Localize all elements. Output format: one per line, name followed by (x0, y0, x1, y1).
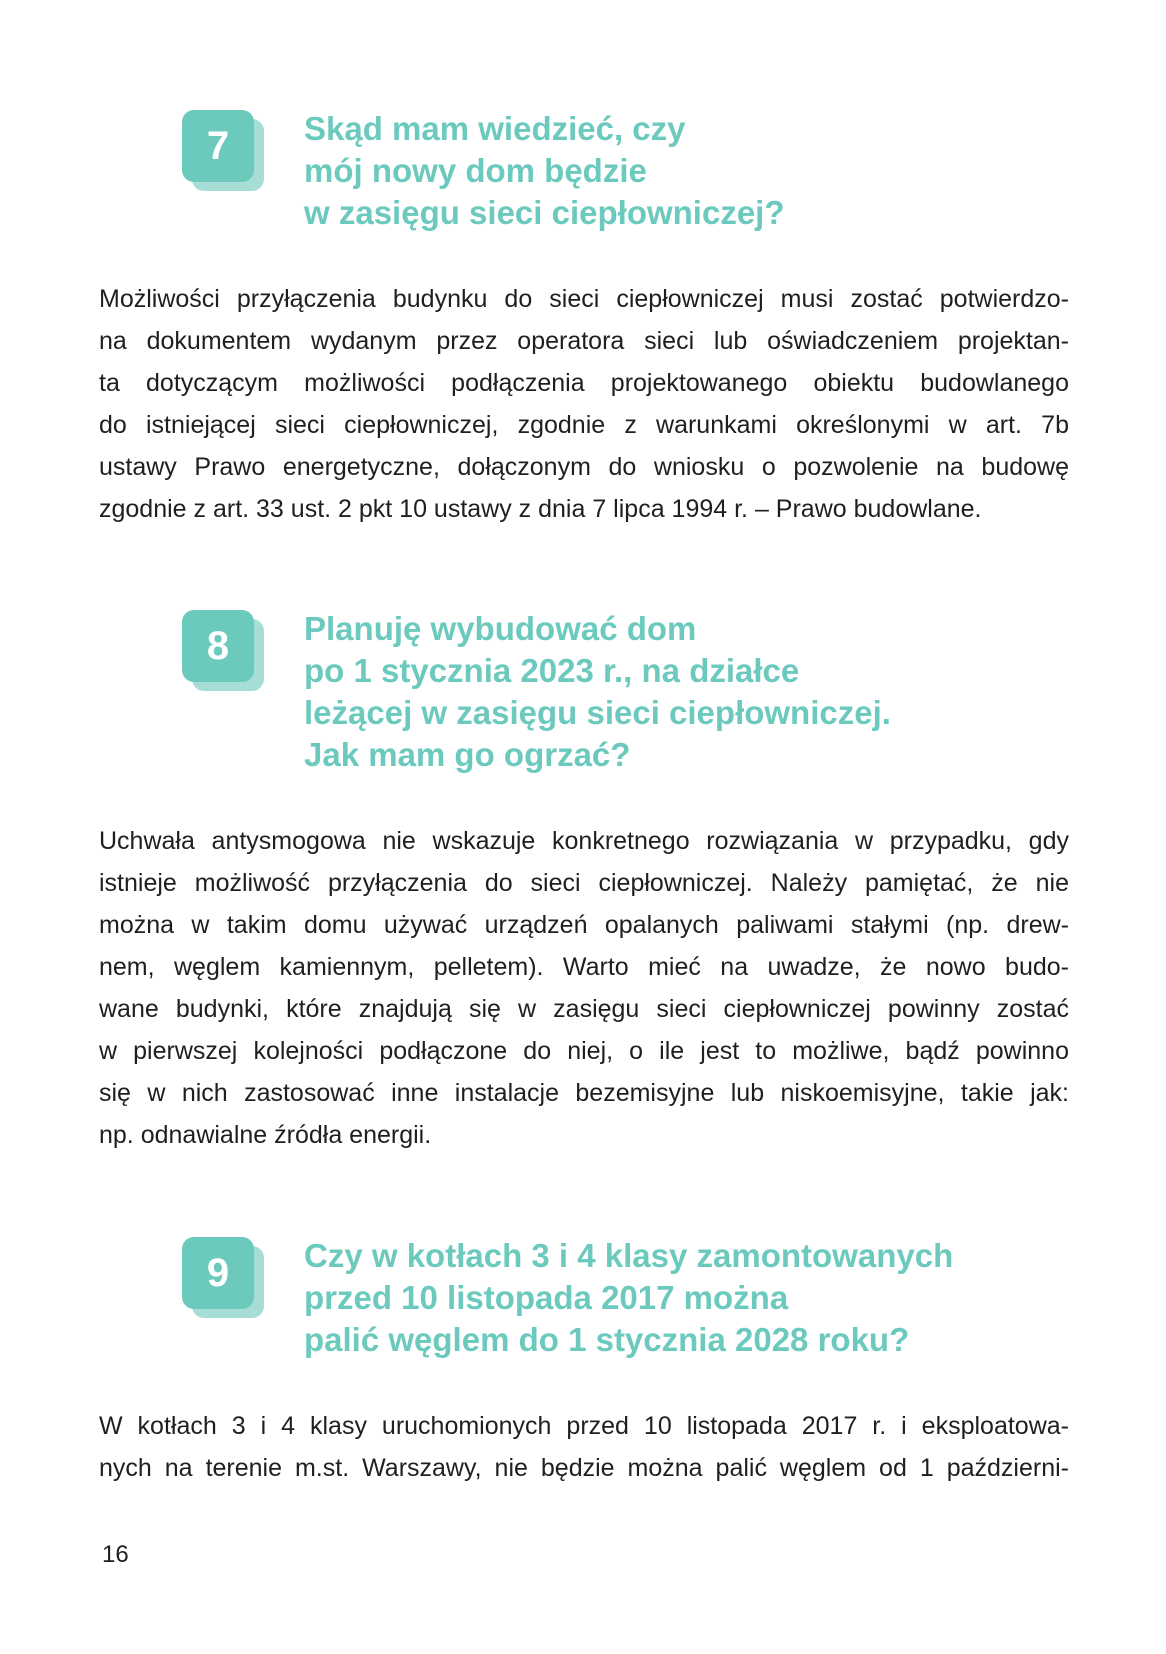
answer-line: nem, węglem kamiennym, pelletem). Warto mieć na uwadze, że nowo budo- (99, 953, 1069, 981)
answer-line: ustawy Prawo energetyczne, dołączonym do wniosku o pozwolenie na budowę (99, 453, 1069, 481)
answer-line: zgodnie z art. 33 ust. 2 pkt 10 ustawy z dnia 7 lipca 1994 r. – Prawo budowlane. (99, 495, 982, 523)
question-number: 7 (182, 110, 254, 182)
question-line: w zasięgu sieci ciepłowniczej? (304, 194, 785, 231)
answer-line: ta dotyczącym możliwości podłączenia projektowanego obiektu budowlanego (99, 369, 1069, 397)
question-number-badge (182, 610, 266, 694)
question-number-badge (182, 110, 266, 194)
answer-line: Uchwała antysmogowa nie wskazuje konkretnego rozwiązania w przypadku, gdy (99, 827, 1069, 855)
answer-line: istnieje możliwość przyłączenia do sieci ciepłowniczej. Należy pamiętać, że nie (99, 869, 1069, 897)
question-number-badge (182, 1237, 266, 1321)
question-line: po 1 stycznia 2023 r., na działce (304, 652, 800, 689)
question-line: Planuję wybudować dom (304, 610, 697, 647)
question-line: palić węglem do 1 stycznia 2028 roku? (304, 1321, 910, 1358)
question-heading (304, 1235, 953, 1361)
question-heading (304, 608, 891, 776)
page-number: 16 (102, 1541, 129, 1568)
question-number: 9 (182, 1237, 254, 1309)
answer-line: do istniejącej sieci ciepłowniczej, zgodnie z warunkami określonymi w art. 7b (99, 411, 1069, 439)
question-heading (304, 108, 785, 234)
answer-line: nych na terenie m.st. Warszawy, nie będzie można palić węglem od 1 październi- (99, 1454, 1069, 1482)
answer-paragraph (99, 820, 1069, 1156)
answer-line: np. odnawialne źródła energii. (99, 1121, 432, 1149)
answer-line: w pierwszej kolejności podłączone do niej, o ile jest to możliwe, bądź powinno (99, 1037, 1069, 1065)
question-number: 8 (182, 610, 254, 682)
question-line: przed 10 listopada 2017 można (304, 1279, 789, 1316)
answer-line: W kotłach 3 i 4 klasy uruchomionych przed 10 listopada 2017 r. i eksploatowa- (99, 1412, 1069, 1440)
question-line: Jak mam go ogrzać? (304, 736, 631, 773)
answer-paragraph (99, 1405, 1069, 1489)
answer-line: wane budynki, które znajdują się w zasięgu sieci ciepłowniczej powinny zostać (99, 995, 1069, 1023)
answer-line: na dokumentem wydanym przez operatora sieci lub oświadczeniem projektan- (99, 327, 1069, 355)
answer-line: można w takim domu używać urządzeń opalanych paliwami stałymi (np. drew- (99, 911, 1069, 939)
question-line: mój nowy dom będzie (304, 152, 647, 189)
answer-paragraph (99, 278, 1069, 530)
answer-line: się w nich zastosować inne instalacje bezemisyjne lub niskoemisyjne, takie jak: (99, 1079, 1069, 1107)
question-line: Skąd mam wiedzieć, czy (304, 110, 686, 147)
question-line: Czy w kotłach 3 i 4 klasy zamontowanych (304, 1237, 954, 1274)
answer-line: Możliwości przyłączenia budynku do sieci ciepłowniczej musi zostać potwierdzo- (99, 285, 1069, 313)
question-line: leżącej w zasięgu sieci ciepłowniczej. (304, 694, 891, 731)
